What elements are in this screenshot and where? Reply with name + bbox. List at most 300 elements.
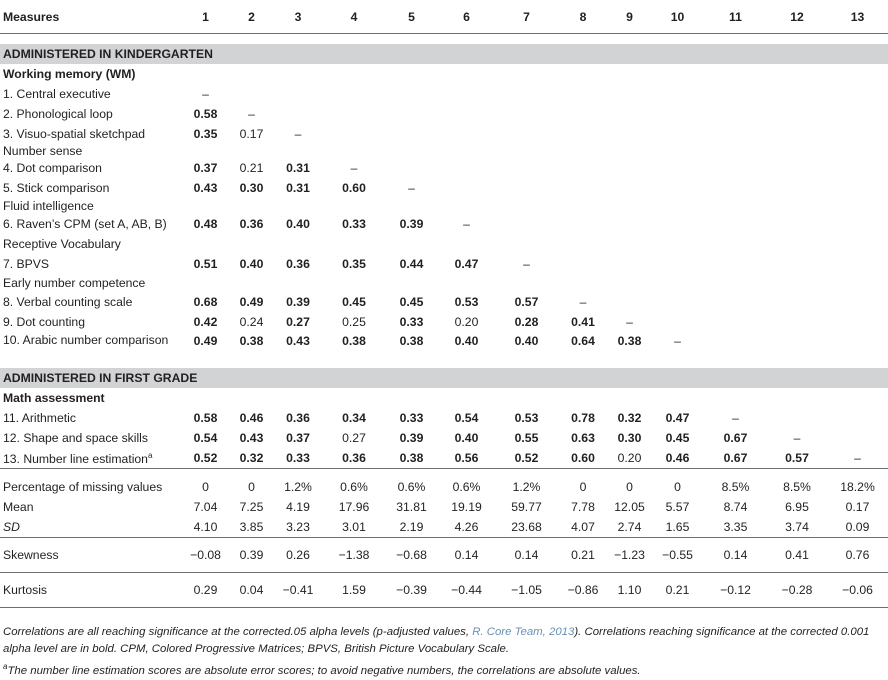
cell-value: 0.24 [239, 315, 264, 329]
stat-value: 59.77 [511, 500, 542, 514]
stat-value: 0.41 [767, 538, 827, 573]
row-label: 2. Phonological loop [3, 107, 113, 121]
cell-value: 0.64 [571, 334, 595, 348]
cell-value: 0.38 [617, 334, 642, 348]
stat-value: −0.06 [827, 573, 888, 608]
stat-value: 4.26 [438, 517, 495, 538]
row-label: 8. Verbal counting scale [3, 295, 133, 309]
cell-value [608, 158, 651, 178]
cell-value [827, 178, 888, 198]
table-row [0, 292, 888, 312]
cell-value: 0.46 [239, 411, 264, 425]
cell-value: 0.20 [608, 448, 651, 469]
cell-value [558, 254, 608, 274]
cell-value [827, 104, 888, 124]
stat-value: 6.95 [785, 500, 809, 514]
cell-value: 0.40 [454, 334, 479, 348]
cell-value [438, 124, 495, 144]
table-row [0, 312, 888, 332]
stat-value: 0 [626, 480, 633, 494]
stat-value: 1.65 [651, 517, 704, 538]
table-notes [3, 624, 885, 680]
stat-value: 0 [579, 480, 587, 494]
header-row [0, 0, 888, 34]
cell-value [704, 84, 767, 104]
cell-value [651, 292, 704, 312]
stat-value: 3.74 [767, 517, 827, 538]
cell-value: – [674, 334, 681, 348]
row-label: 1. Central executive [3, 87, 111, 101]
col-header: 1 [181, 0, 230, 34]
cell-value [827, 254, 888, 274]
cell-value: 0.58 [193, 411, 218, 425]
cell-value [767, 178, 827, 198]
stat-value: 4.07 [558, 517, 608, 538]
row-label: 7. BPVS [3, 257, 50, 271]
stat-label: Percentage of missing values [3, 480, 163, 494]
cell-value: – [463, 217, 470, 231]
col-header: 12 [767, 0, 827, 34]
table-row [0, 428, 888, 448]
cell-value [767, 312, 827, 332]
cell-value [651, 254, 704, 274]
cell-value [558, 104, 608, 124]
cell-value: 0.53 [454, 295, 479, 309]
row-label: 10. Arabic number comparison [3, 333, 169, 347]
stat-value: −0.44 [438, 573, 495, 608]
col-header: 7 [495, 0, 558, 34]
stat-value: −0.08 [181, 538, 230, 573]
stat-value: 3.01 [323, 517, 385, 538]
stat-value: 0.76 [827, 538, 888, 573]
cell-value [827, 292, 888, 312]
col-header: 3 [273, 0, 323, 34]
stat-value: 0.39 [230, 538, 273, 573]
cell-value: 0.27 [342, 431, 366, 445]
cell-value [495, 158, 558, 178]
cell-value: 0.45 [665, 431, 690, 445]
footnote-marker: a [147, 451, 153, 461]
stat-value: −0.39 [385, 573, 438, 608]
stat-value: 17.96 [338, 500, 370, 514]
cell-value [438, 158, 495, 178]
cell-value [651, 178, 704, 198]
cell-value: 0.60 [342, 181, 366, 195]
cell-value: 0.40 [514, 334, 539, 348]
stat-value: 4.10 [181, 517, 230, 538]
cell-value: 0.47 [665, 411, 690, 425]
stat-value: −0.86 [558, 573, 608, 608]
cell-value: – [408, 181, 415, 195]
cell-value [558, 124, 608, 144]
cell-value: – [732, 411, 739, 425]
stat-value: 0 [674, 480, 681, 494]
stat-row [0, 477, 888, 497]
cell-value [385, 104, 438, 124]
cell-value: – [202, 87, 209, 101]
stat-value: 7.78 [571, 500, 595, 514]
cell-value [704, 254, 767, 274]
col-header: 11 [704, 0, 767, 34]
cell-value [495, 178, 558, 198]
stat-value: 0.6% [397, 480, 426, 494]
table-row [0, 178, 888, 198]
stat-value: −0.55 [651, 538, 704, 573]
cell-value: 0.39 [286, 295, 310, 309]
cell-value [704, 158, 767, 178]
stat-label: SD [0, 517, 181, 538]
cell-value: 0.33 [342, 217, 366, 231]
cell-value [608, 292, 651, 312]
cell-value: – [626, 315, 633, 329]
cell-value [558, 158, 608, 178]
cell-value: 0.35 [193, 127, 218, 141]
stat-value: 0.6% [340, 480, 368, 494]
cell-value: 0.28 [514, 315, 539, 329]
cell-value: 0.63 [571, 431, 595, 445]
cell-value: 0.67 [723, 431, 748, 445]
stat-value: 18.2% [840, 480, 875, 494]
cell-value: 0.53 [514, 411, 539, 425]
cell-value [704, 332, 767, 368]
stat-value: 3.23 [273, 517, 323, 538]
cell-value: 0.31 [286, 161, 310, 175]
cell-value: – [523, 257, 530, 271]
cell-value [767, 408, 827, 428]
cell-value: 0.43 [286, 334, 310, 348]
cell-value [273, 104, 323, 124]
stat-value: −0.41 [273, 573, 323, 608]
cell-value: – [793, 431, 801, 445]
stat-value: 3.85 [230, 517, 273, 538]
cell-value [558, 84, 608, 104]
cell-value: 0.34 [342, 411, 366, 425]
cell-value [608, 254, 651, 274]
citation-link[interactable]: R. Core Team, 2013 [472, 626, 575, 638]
cell-value: 0.56 [438, 448, 495, 469]
row-label: 12. Shape and space skills [3, 431, 148, 445]
group-title-early: Early number competence [3, 276, 146, 290]
table-row [0, 332, 888, 368]
group-title-number-sense: Number sense [3, 144, 83, 158]
cell-value [827, 84, 888, 104]
cell-value: – [827, 448, 888, 469]
stat-value: 8.74 [723, 500, 748, 514]
cell-value [827, 408, 888, 428]
row-label: 3. Visuo-spatial sketchpad [3, 127, 146, 141]
cell-value [827, 124, 888, 144]
cell-value [704, 104, 767, 124]
cell-value [767, 84, 827, 104]
stat-value: 0.14 [495, 538, 558, 573]
stat-value: 12.05 [614, 500, 645, 514]
cell-value [385, 124, 438, 144]
cell-value: 0.30 [617, 431, 642, 445]
cell-value: 0.43 [239, 431, 264, 445]
col-header: 10 [651, 0, 704, 34]
cell-value: 0.40 [286, 217, 310, 231]
cell-value [230, 84, 273, 104]
cell-value: 0.32 [617, 411, 642, 425]
stat-value: 0.26 [273, 538, 323, 573]
cell-value: – [350, 161, 358, 175]
cell-value [767, 292, 827, 312]
table-row [0, 214, 888, 234]
cell-value [651, 158, 704, 178]
cell-value [767, 124, 827, 144]
cell-value: 0.49 [239, 295, 264, 309]
cell-value [767, 254, 827, 274]
cell-value [704, 292, 767, 312]
stat-value: 0.21 [651, 573, 704, 608]
stat-value: 7.25 [239, 500, 264, 514]
cell-value [495, 124, 558, 144]
stat-value: 0.21 [558, 538, 608, 573]
cell-value: 0.78 [571, 411, 595, 425]
cell-value: 0.39 [399, 431, 424, 445]
cell-value: 0.54 [454, 411, 479, 425]
stat-value: −1.05 [495, 573, 558, 608]
stat-label: Kurtosis [0, 573, 181, 608]
cell-value: 0.32 [230, 448, 273, 469]
group-title-math: Math assessment [3, 391, 105, 405]
table-row [0, 84, 888, 104]
cell-value: 0.41 [571, 315, 595, 329]
cell-value: 0.43 [193, 181, 218, 195]
cell-value: 0.38 [385, 448, 438, 469]
row-label: 13. Number line estimation$^a$ [0, 448, 181, 469]
cell-value [704, 214, 767, 234]
cell-value: 0.27 [286, 315, 310, 329]
cell-value: 0.33 [273, 448, 323, 469]
stat-row [0, 517, 888, 538]
table-row [0, 448, 888, 469]
footnote: $^a$The number line estimation scores are absolute error scores; to avoid negative numbers, the correlations are absolute values. [3, 662, 641, 677]
cell-value [827, 214, 888, 234]
cell-value: 0.45 [399, 295, 424, 309]
cell-value: 0.25 [342, 315, 366, 329]
cell-value [827, 158, 888, 178]
cell-value [608, 214, 651, 234]
stat-value: 23.68 [495, 517, 558, 538]
cell-value [651, 84, 704, 104]
cell-value [651, 104, 704, 124]
stat-value: 2.74 [608, 517, 651, 538]
stat-value: 2.19 [385, 517, 438, 538]
row-label: 9. Dot counting [3, 315, 85, 329]
stat-value: 19.19 [451, 500, 482, 514]
stat-value: 0 [248, 480, 255, 494]
cell-value: 0.33 [399, 315, 424, 329]
cell-value: – [579, 295, 587, 309]
cell-value [608, 104, 651, 124]
stat-value: −0.12 [704, 573, 767, 608]
table-row [0, 104, 888, 124]
cell-value [323, 104, 385, 124]
cell-value: 0.52 [495, 448, 558, 469]
col-header: 4 [323, 0, 385, 34]
cell-value [495, 84, 558, 104]
stat-value: −0.28 [767, 573, 827, 608]
cell-value: 0.38 [399, 334, 424, 348]
cell-value [323, 124, 385, 144]
col-header: 2 [230, 0, 273, 34]
cell-value: 0.42 [193, 315, 218, 329]
stat-value: 1.10 [608, 573, 651, 608]
cell-value [438, 178, 495, 198]
cell-value: 0.67 [704, 448, 767, 469]
cell-value: 0.58 [193, 107, 218, 121]
stat-value: 5.57 [665, 500, 690, 514]
cell-value: 0.47 [454, 257, 479, 271]
cell-value [385, 158, 438, 178]
cell-value: 0.51 [193, 257, 218, 271]
group-title-fluid: Fluid intelligence [3, 199, 94, 213]
stat-label: Skewness [0, 538, 181, 573]
cell-value: 0.40 [239, 257, 264, 271]
stat-value: 8.5% [721, 480, 750, 494]
cell-value: 0.36 [239, 217, 264, 231]
stat-value: 0.09 [827, 517, 888, 538]
stat-label: Mean [3, 500, 34, 514]
cell-value [608, 178, 651, 198]
cell-value: 0.60 [558, 448, 608, 469]
cell-value [495, 104, 558, 124]
cell-value: 0.55 [514, 431, 539, 445]
stat-value: 0.29 [181, 573, 230, 608]
table-row [0, 408, 888, 428]
cell-value [704, 178, 767, 198]
stat-value: 3.35 [704, 517, 767, 538]
stat-value: 1.2% [284, 480, 312, 494]
section-header-kindergarten [0, 44, 888, 64]
cell-value: 0.38 [239, 334, 264, 348]
row-label: 6. Raven’s CPM (set A, AB, B) [3, 217, 167, 231]
stat-value: 0.6% [452, 480, 481, 494]
cell-value [438, 84, 495, 104]
cell-value [438, 104, 495, 124]
cell-value: 0.31 [286, 181, 310, 195]
cell-value: 0.35 [342, 257, 366, 271]
note-line: Correlations are all reaching significance at the corrected.05 alpha levels (p-adjusted values, R. Core Team, 2013). Correlations reaching significance at the corrected 0.001 alpha level are in bold. CPM, Colored Progressive Matrices; BPVS, British Picture Vocabulary Scale. [3, 626, 870, 655]
row-label: 11. Arithmetic [3, 411, 76, 425]
cell-value [651, 124, 704, 144]
section-header-first-grade [0, 368, 888, 388]
stat-value: −1.38 [323, 538, 385, 573]
stat-row [0, 573, 888, 608]
cell-value: 0.30 [239, 181, 264, 195]
cell-value: 0.36 [323, 448, 385, 469]
cell-value: 0.17 [239, 127, 264, 141]
cell-value [608, 124, 651, 144]
stat-row [0, 497, 888, 517]
section-title: ADMINISTERED IN FIRST GRADE [0, 368, 888, 388]
col-header: 6 [438, 0, 495, 34]
stat-value: 31.81 [396, 500, 427, 514]
stat-value: 1.59 [323, 573, 385, 608]
stat-value: −1.23 [608, 538, 651, 573]
cell-value: 0.54 [193, 431, 218, 445]
cell-value: 0.40 [454, 431, 479, 445]
stat-value: −0.68 [385, 538, 438, 573]
row-label: 4. Dot comparison [3, 161, 102, 175]
table-row [0, 158, 888, 178]
cell-value: 0.36 [286, 411, 310, 425]
cell-value [827, 312, 888, 332]
cell-value: 0.37 [193, 161, 218, 175]
cell-value [608, 84, 651, 104]
cell-value [827, 332, 888, 368]
table-row [0, 254, 888, 274]
cell-value [273, 84, 323, 104]
cell-value: 0.20 [454, 315, 479, 329]
stat-value: 0.04 [230, 573, 273, 608]
cell-value: 0.37 [286, 431, 310, 445]
cell-value: 0.33 [399, 411, 424, 425]
col-header: 13 [827, 0, 888, 34]
cell-value: 0.57 [767, 448, 827, 469]
cell-value [385, 84, 438, 104]
cell-value: 0.57 [514, 295, 539, 309]
stat-value: 0.14 [438, 538, 495, 573]
stat-value: 8.5% [783, 480, 811, 494]
stat-value: 7.04 [193, 500, 218, 514]
stat-row [0, 538, 888, 573]
col-header: 8 [558, 0, 608, 34]
cell-value [767, 214, 827, 234]
group-title-receptive: Receptive Vocabulary [3, 237, 121, 251]
cell-value [495, 214, 558, 234]
stat-value: 0 [202, 480, 209, 494]
col-header: 9 [608, 0, 651, 34]
cell-value: 0.44 [399, 257, 424, 271]
table-row [0, 124, 888, 144]
cell-value [651, 312, 704, 332]
group-title-wm: Working memory (WM) [3, 67, 136, 81]
cell-value: 0.21 [239, 161, 264, 175]
cell-value [558, 214, 608, 234]
col-header-measures: Measures [0, 0, 181, 34]
cell-value: – [294, 127, 302, 141]
stat-value: 0.17 [845, 500, 870, 514]
cell-value: 0.48 [193, 217, 218, 231]
cell-value [704, 124, 767, 144]
cell-value: 0.68 [193, 295, 218, 309]
cell-value: 0.39 [399, 217, 424, 231]
stat-value: 0.14 [704, 538, 767, 573]
row-label: 5. Stick comparison [3, 181, 110, 195]
stat-value: 4.19 [286, 500, 310, 514]
cell-value [827, 428, 888, 448]
cell-value: 0.46 [651, 448, 704, 469]
cell-value: 0.36 [286, 257, 310, 271]
cell-value: 0.45 [342, 295, 366, 309]
stat-value: 1.2% [512, 480, 541, 494]
cell-value [323, 84, 385, 104]
cell-value [704, 312, 767, 332]
section-title: ADMINISTERED IN KINDERGARTEN [0, 44, 888, 64]
cell-value: 0.38 [342, 334, 366, 348]
cell-value [767, 332, 827, 368]
cell-value [558, 178, 608, 198]
col-header: 5 [385, 0, 438, 34]
cell-value [767, 158, 827, 178]
cell-value: – [248, 107, 255, 121]
cell-value [767, 104, 827, 124]
cell-value [651, 214, 704, 234]
cell-value: 0.52 [181, 448, 230, 469]
cell-value: 0.49 [193, 334, 218, 348]
